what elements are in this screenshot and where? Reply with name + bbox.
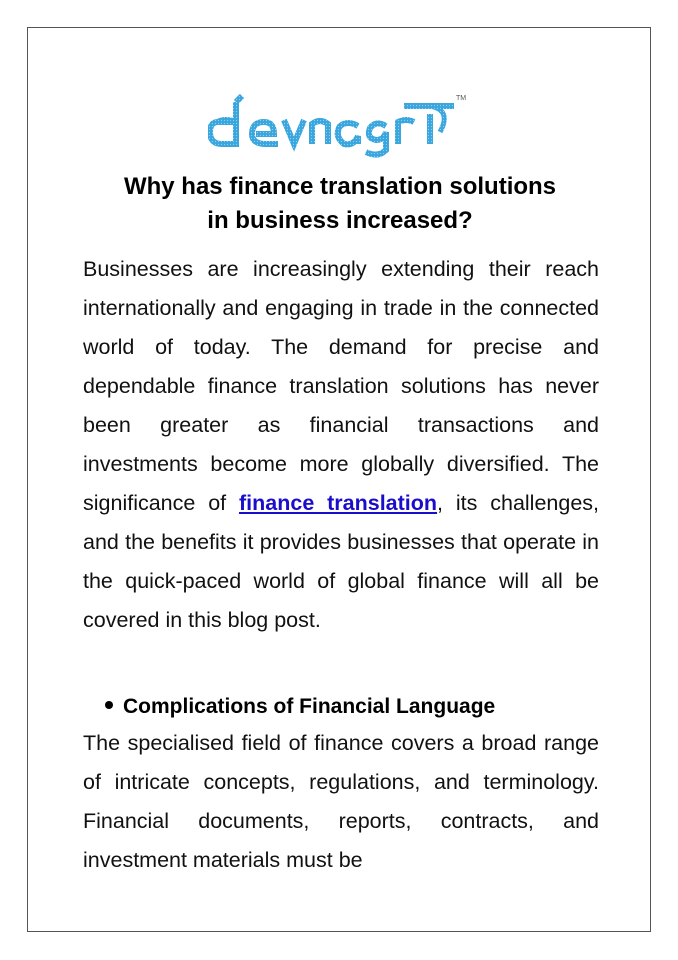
intro-paragraph <box>83 250 599 640</box>
section-heading <box>105 693 495 721</box>
page-title <box>60 170 620 238</box>
bullet-icon <box>105 701 113 709</box>
intro-text-start: Businesses are increasingly extending their reach internationally and engaging in trade in the connected world of today. The demand for precise and dependable finance translation solutions has never been greater as financial transactions and investments become more globally diversified. The significance of <box>83 257 599 515</box>
finance-translation-link[interactable]: finance translation <box>239 491 438 515</box>
intro-text-end: , its challenges, and the benefits it provides businesses that operate in the quick-paced world of global finance will all be covered in this blog post. <box>83 491 600 632</box>
svg-text:TM: TM <box>456 95 467 102</box>
title-line-2: in business increased? <box>207 207 473 234</box>
devnagri-logo <box>208 92 470 158</box>
section-heading-text: Complications of Financial Language <box>123 695 496 718</box>
section-paragraph: The specialised field of finance covers a broad range of intricate concepts, regulations, and terminology. Financial documents, reports, contracts, and investment materials must be <box>83 731 599 872</box>
title-line-1: Why has finance translation solutions <box>123 173 557 200</box>
